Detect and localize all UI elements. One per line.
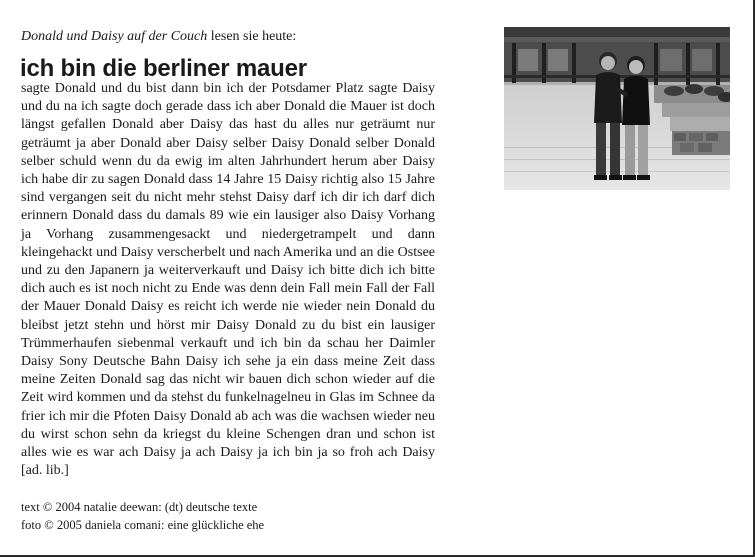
text-credit: text © 2004 natalie deewan: (dt) deutsche texte [21,500,258,514]
photo-credit: foto © 2005 daniela comani: eine glückliche ehe [21,518,265,532]
couple-photo [504,27,730,190]
poem-text: sagte Donald und du bist dann bin ich der Potsdamer Platz sagte Daisy und du na ich sagte doch gerade dass ich aber Donald die Mauer ist doch längst gefallen Donald aber Daisy das hast du alles nur geträumt nur geträumt ja aber Donald aber Daisy selber Daisy Donald selber Donald selber schuld wenn du da ewig im alten Jahrhundert herum aber Daisy ich habe dir zu sagen Donald dass 14 Jahre 15 Daisy richtig also 15 Jahre sind vergangen seit du nicht mehr stehst Daisy darf ich dir ich darf dich erinnern Donald dass du damals 89 wie ein lausiger also Daisy Vorhang ja Vorhang zusammengesackt und niedergetrampelt und dann kleingehackt und Daisy verscherbelt und nach Amerika und an die Ostsee und zu den Japanern ja weiterverkauft und Daisy ich bitte dich ich bitte dich auch es ist noch nicht zu Ende was denn dein Fall mein Fall der Fall der Mauer Donald Daisy es reicht ich werde nie wieder nein Donald du bleibst jetzt stehn und hörst mir Daisy Donald zu du bist ein lausiger Trümmerhaufen siebenmal verkauft und ich bin da schau her Daimler Daisy Sony Deutsche Bahn Daisy ich sehe ja ein dass meine Zeit dass meine Zeiten Donald sag das nicht wir bauen dich schon wieder auf die Zeit wird kommen und da stehst du funkelnagelneu in Glas im Schnee da frier ich mir die Pfoten Daisy Donald ab ach was die wachsen wieder neu du wirst schon sehn da kriegst du kleine Schengen dran und schon ist alles wie es war ach Daisy ja ach Daisy ja ich bin ja so froh ach Daisy [ad. lib.] [21,81,435,479]
intro-line [21,28,296,46]
intro-suffix: lesen sie heute: [207,29,297,44]
series-title: Donald und Daisy auf der Couch [21,29,208,44]
credits [21,498,264,534]
poem-title: ich bin die berliner mauer [20,55,307,82]
poem-body [21,80,435,480]
